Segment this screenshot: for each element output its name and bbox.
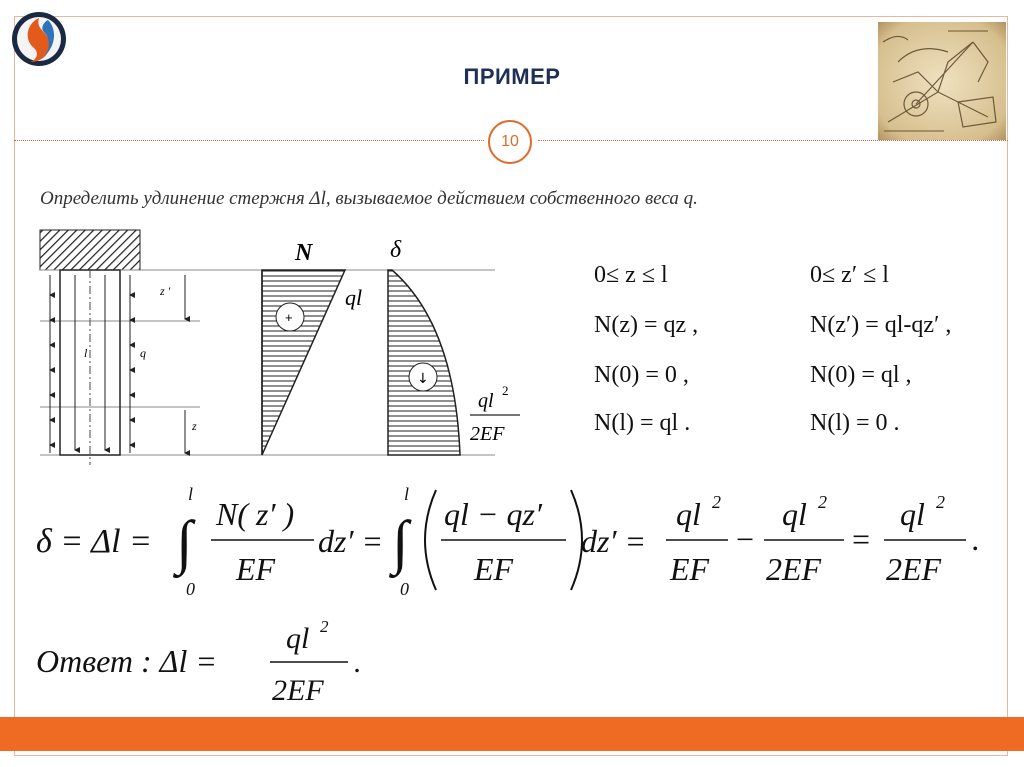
frac5-den: 2EF bbox=[886, 551, 942, 587]
diagram-frac-den: 2EF bbox=[470, 423, 505, 445]
frac1-den: EF bbox=[236, 551, 276, 587]
frac4-den: 2EF bbox=[766, 551, 822, 587]
int2-upper: l bbox=[404, 484, 410, 504]
q-label: q bbox=[140, 346, 146, 360]
delta-label: δ bbox=[390, 237, 402, 263]
equals-sign: = bbox=[852, 521, 871, 557]
n-label: N bbox=[295, 240, 313, 266]
answer-label: Ответ : Δl = bbox=[36, 643, 217, 679]
z-label: z bbox=[192, 419, 197, 433]
header-divider-right bbox=[538, 140, 1008, 141]
frac4-sup: 2 bbox=[818, 492, 827, 512]
logo-icon bbox=[10, 10, 68, 68]
n-epure bbox=[262, 270, 345, 455]
footer-bar bbox=[0, 717, 1024, 751]
answer-den: 2EF bbox=[272, 674, 324, 707]
dz2: dz′ = bbox=[581, 523, 647, 559]
l-label: l bbox=[84, 346, 88, 360]
frac3-sup: 2 bbox=[712, 492, 721, 512]
down-arrow-sign: ↓ bbox=[417, 371, 429, 387]
minus-sign: − bbox=[736, 521, 755, 557]
frac2-num: ql − qz′ bbox=[444, 496, 542, 532]
frac3-num: ql bbox=[676, 496, 701, 532]
frac4-num: ql bbox=[782, 496, 807, 532]
frac3-den: EF bbox=[670, 551, 710, 587]
int2-lower: 0 bbox=[400, 579, 409, 599]
diagram-frac-num: ql bbox=[478, 390, 494, 412]
answer-formula bbox=[36, 612, 396, 712]
z-prime-label: z ′ bbox=[160, 284, 171, 298]
page-number-badge: 10 bbox=[488, 120, 532, 164]
formula-end: . bbox=[972, 521, 980, 557]
eq-right-1: 0≤ z′ ≤ l bbox=[810, 262, 889, 288]
eq-left-3: N(0) = 0 , bbox=[594, 362, 689, 388]
int1-lower: 0 bbox=[186, 579, 195, 599]
slide-title: ПРИМЕР bbox=[463, 64, 561, 89]
wall-support bbox=[40, 230, 140, 270]
delta-epure bbox=[388, 270, 460, 455]
left-paren bbox=[425, 490, 436, 590]
eq-left-2: N(z) = qz , bbox=[594, 312, 699, 338]
plus-sign: + bbox=[285, 310, 293, 325]
rod-diagram bbox=[30, 225, 530, 465]
int1-upper: l bbox=[188, 484, 194, 504]
main-formula bbox=[36, 480, 996, 605]
task-statement: Определить удлинение стержня Δl, вызываемое действием собственного веса q. bbox=[40, 188, 698, 209]
diagram-frac-sup: 2 bbox=[502, 383, 509, 398]
answer-sup: 2 bbox=[320, 617, 329, 636]
eq-right-3: N(0) = ql , bbox=[810, 362, 912, 388]
integral-2: ∫ bbox=[392, 509, 409, 575]
eq-right-4: N(l) = 0 . bbox=[810, 410, 900, 436]
formula-lhs: δ = Δl = bbox=[36, 523, 152, 560]
frac5-sup: 2 bbox=[936, 492, 945, 512]
header-divider-left bbox=[14, 140, 484, 141]
eq-left-1: 0≤ z ≤ l bbox=[594, 262, 668, 288]
eq-left-4: N(l) = ql . bbox=[594, 410, 691, 436]
ql-label: ql bbox=[345, 285, 363, 310]
eq-right-2: N(z′) = ql-qz′ , bbox=[810, 312, 952, 338]
frac5-num: ql bbox=[900, 496, 925, 532]
frac1-num: N( z′ ) bbox=[216, 496, 295, 532]
answer-end: . bbox=[354, 646, 362, 679]
answer-num: ql bbox=[286, 622, 310, 655]
integral-1: ∫ bbox=[176, 509, 193, 575]
frac2-den: EF bbox=[474, 551, 514, 587]
dz1: dz′ = bbox=[318, 523, 384, 559]
